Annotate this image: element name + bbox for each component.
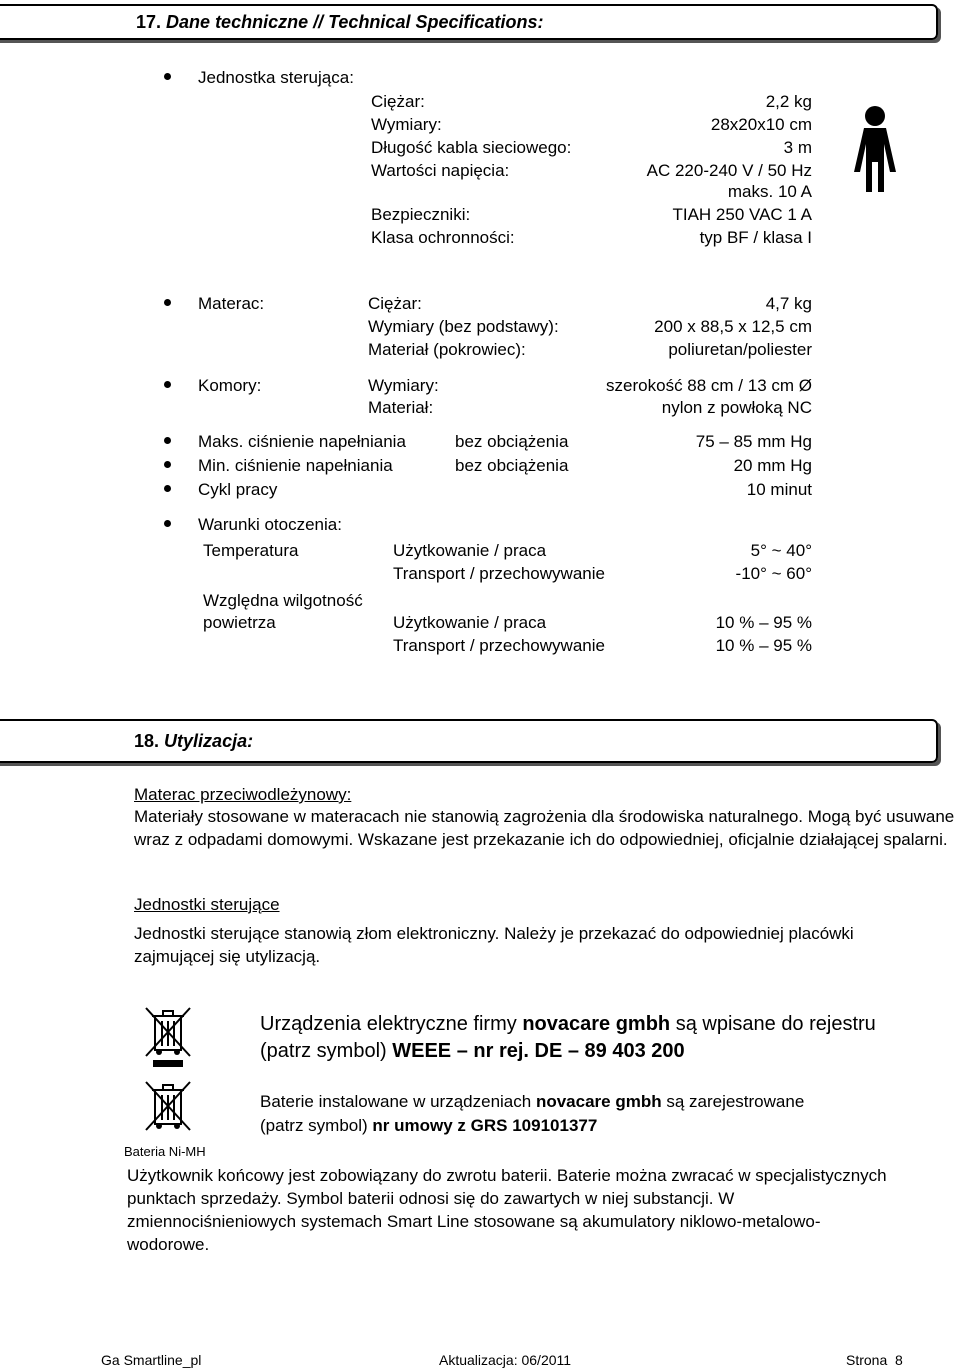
spec-key: Ciężar: [371,92,425,111]
bullet [164,299,171,306]
spec-value: nylon z powłoką NC [661,398,812,417]
spec-value: szerokość 88 cm / 13 cm Ø [606,376,812,395]
section-17-title [136,12,543,33]
spec-value: 2,2 kg [765,92,812,111]
weee-text: są wpisane do rejestru [670,1013,876,1035]
weee-brand: novacare gmbh [522,1013,671,1035]
mattress-disposal-text: Materiały stosowane w materacach nie stanowią zagrożenia dla środowiska naturalnego. Mogą być usuwane wraz z odpadami domowymi. Wskazane jest przekazanie ich do odpowiedniej, oficjalnie działającej spalarni. [134,807,955,849]
environment-label: Warunki otoczenia: [198,515,342,534]
battery-crossed-bin-icon [143,1080,193,1136]
weee-line-2 [260,1041,685,1061]
battery-text: Baterie instalowane w urządzeniach [260,1092,536,1111]
spec-key: Ciężar: [368,294,422,313]
footer-page-number: Strona 8 [846,1352,903,1368]
section-18-title [134,731,253,752]
battery-registration: nr umowy z GRS 109101377 [372,1116,598,1135]
bullet [164,437,171,444]
env-value: 5° ~ 40° [750,541,812,560]
bullet [164,73,171,80]
env-value: 10 % – 95 % [715,613,812,632]
footer-update-date: Aktualizacja: 06/2011 [439,1352,572,1368]
env-condition: Użytkowanie / praca [393,613,547,632]
temperature-label: Temperatura [203,541,299,560]
pressure-condition: bez obciążenia [455,456,569,475]
control-unit-label: Jednostka sterująca: [198,68,354,87]
spec-key: Wymiary (bez podstawy): [368,317,559,336]
battery-text: (patrz symbol) [260,1116,373,1135]
section-17-number: 17. [136,12,162,32]
battery-text: są zarejestrowane [661,1092,805,1111]
section-18-number: 18. [134,731,160,751]
spec-key: Bezpieczniki: [371,205,471,224]
spec-key: Wymiary: [368,376,439,395]
battery-return-text: Użytkownik końcowy jest zobowiązany do zwrotu baterii. Baterie można zwracać w specjalistycznych punktach sprzedaży. Symbol baterii odnosi się do zawartych w niej substancji. W zmiennociśnieniowych systemach Smart Line stosowane są akumulatory niklowo-metalowo-wodorowe. [127,1166,887,1254]
spec-key: Wartości napięcia: [371,161,510,180]
weee-text: Urządzenia elektryczne firmy [260,1013,523,1035]
chambers-label: Komory: [198,376,262,395]
mattress-disposal-heading: Materac przeciwodleżynowy: [134,785,352,804]
type-bf-symbol-icon [852,104,898,194]
units-disposal-heading: Jednostki sterujące [134,895,280,914]
spec-value: TIAH 250 VAC 1 A [672,205,812,224]
spec-key: Klasa ochronności: [371,228,515,247]
pressure-value: 20 mm Hg [733,456,812,475]
spec-value: 200 x 88,5 x 12,5 cm [654,317,812,336]
units-disposal-text: Jednostki sterujące stanowią złom elektroniczny. Należy je przekazać do odpowiedniej placówki zajmującej się utylizacją. [134,924,854,966]
bullet [164,520,171,527]
footer-document-name: Ga Smartline_pl [101,1352,202,1368]
humidity-label-2: powietrza [203,613,276,632]
weee-registration: WEEE – nr rej. DE – 89 403 200 [392,1040,685,1062]
pressure-condition: bez obciążenia [455,432,569,451]
spec-value: poliuretan/poliester [668,340,812,359]
bullet [164,485,171,492]
bullet [164,461,171,468]
pressure-key: Cykl pracy [198,480,278,499]
weee-text: (patrz symbol) [260,1040,393,1062]
mattress-label: Materac: [198,294,265,313]
weee-crossed-bin-icon [143,1006,193,1068]
section-17-title-text: Dane techniczne // Technical Specifications: [166,12,544,32]
battery-line-1 [260,1093,804,1110]
spec-value: AC 220-240 V / 50 Hz [646,161,812,180]
pressure-value: 10 minut [746,480,812,499]
spec-value: 4,7 kg [765,294,812,313]
env-value: -10° ~ 60° [735,564,812,583]
env-condition: Transport / przechowywanie [393,564,605,583]
env-condition: Użytkowanie / praca [393,541,547,560]
battery-line-2 [260,1117,597,1134]
pressure-key: Maks. ciśnienie napełniania [198,432,406,451]
bullet [164,381,171,388]
section-18-title-text: Utylizacja: [164,731,254,751]
spec-key: Wymiary: [371,115,442,134]
pressure-value: 75 – 85 mm Hg [695,432,812,451]
pressure-key: Min. ciśnienie napełniania [198,456,393,475]
battery-brand: novacare gmbh [535,1092,662,1111]
weee-line-1 [260,1014,876,1034]
spec-key: Materiał: [368,398,434,417]
spec-value: typ BF / klasa I [699,228,812,247]
battery-icon-label: Bateria Ni-MH [124,1144,206,1159]
env-condition: Transport / przechowywanie [393,636,605,655]
spec-key: Materiał (pokrowiec): [368,340,526,359]
env-value: 10 % – 95 % [715,636,812,655]
humidity-label: Względna wilgotność [203,591,363,610]
spec-value: 3 m [783,138,812,157]
spec-value: maks. 10 A [727,182,812,201]
spec-key: Długość kabla sieciowego: [371,138,572,157]
spec-value: 28x20x10 cm [710,115,812,134]
